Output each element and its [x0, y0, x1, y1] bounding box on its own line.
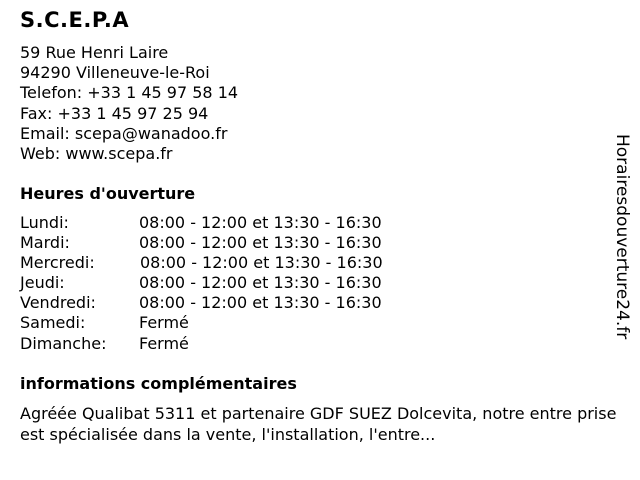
phone-value[interactable]: +33 1 45 97 58 14 [87, 83, 239, 103]
hours-time: 08:00 - 12:00 et 13:30 - 16:30 [140, 253, 383, 273]
hours-row [20, 253, 383, 273]
hours-time: 08:00 - 12:00 et 13:30 - 16:30 [139, 213, 382, 232]
fax-value: +33 1 45 97 25 94 [57, 103, 209, 123]
hours-row [20, 273, 383, 293]
address-line-2: 94290 Villeneuve-le-Roi [20, 63, 210, 83]
hours-day: Samedi: [20, 313, 86, 333]
hours-time: 08:00 - 12:00 et 13:30 - 16:30 [139, 273, 382, 293]
hours-row [20, 233, 383, 253]
hours-day: Mercredi: [20, 253, 95, 273]
address-line-1: 59 Rue Henri Laire [20, 43, 169, 62]
hours-day: Dimanche: [20, 333, 107, 353]
hours-time: 08:00 - 12:00 et 13:30 - 16:30 [139, 293, 382, 313]
hours-row [20, 334, 383, 354]
hours-time: Fermé [139, 333, 189, 353]
hours-row [20, 293, 383, 313]
fax-label: Fax: [20, 103, 53, 123]
hours-row [20, 213, 383, 233]
contact-block [20, 43, 238, 164]
email-label: Email: [20, 123, 70, 143]
hours-table [20, 213, 383, 354]
hours-day: Jeudi: [20, 273, 65, 293]
hours-row [20, 313, 383, 333]
hours-day: Mardi: [20, 233, 70, 253]
phone-line [20, 83, 238, 103]
email-line [20, 124, 238, 144]
hours-day: Lundi: [20, 213, 69, 232]
phone-label: Telefon: [20, 83, 83, 103]
hours-time: 08:00 - 12:00 et 13:30 - 16:30 [139, 233, 382, 253]
hours-day: Vendredi: [20, 293, 96, 313]
info-heading: informations complémentaires [20, 374, 297, 393]
web-value[interactable]: www.scepa.fr [65, 144, 173, 164]
business-name: S.C.E.P.A [20, 8, 130, 32]
web-line [20, 144, 238, 164]
hours-time: Fermé [139, 313, 189, 333]
email-value[interactable]: scepa@wanadoo.fr [74, 123, 228, 143]
hours-heading: Heures d'ouverture [20, 184, 196, 203]
fax-line [20, 104, 238, 124]
site-watermark: Horairesdouverture24.fr [612, 134, 632, 340]
web-label: Web: [20, 144, 61, 164]
info-text: Agréée Qualibat 5311 et partenaire GDF SUEZ Dolcevita, notre entre prise est spécialisée dans la vente, l'installation, l'entre... [20, 404, 617, 444]
